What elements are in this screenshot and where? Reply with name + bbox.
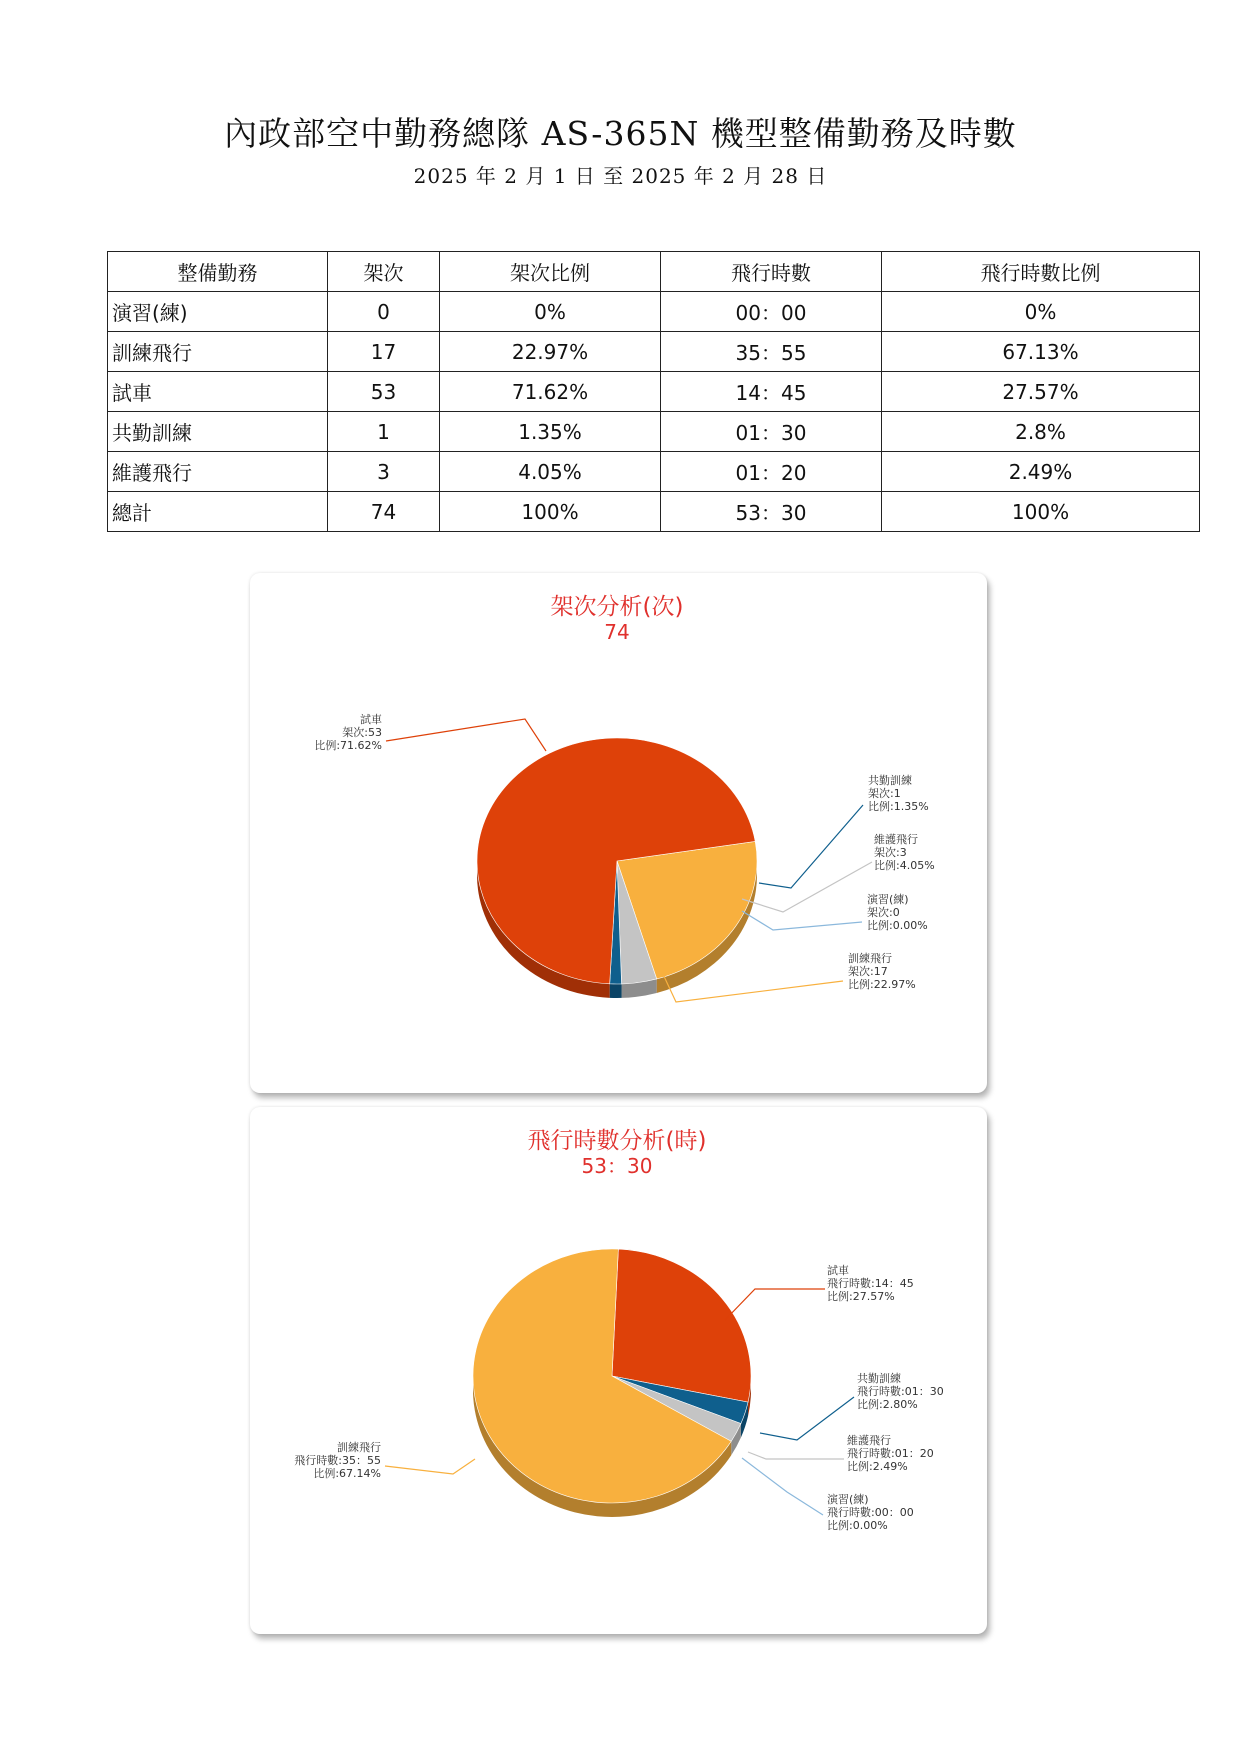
pie-slice bbox=[612, 1249, 751, 1402]
data-label: 維護飛行 bbox=[874, 833, 918, 846]
table-cell: 35：55 bbox=[661, 332, 882, 372]
data-label: 飛行時數:14：45 bbox=[827, 1277, 914, 1290]
page-title: 內政部空中勤務總隊 AS-365N 機型整備勤務及時數 bbox=[224, 114, 1017, 153]
data-label: 比例:2.80% bbox=[857, 1398, 918, 1411]
table-cell: 01：30 bbox=[661, 412, 882, 452]
data-label: 飛行時數:35：55 bbox=[294, 1454, 381, 1467]
data-label: 比例:1.35% bbox=[868, 800, 929, 813]
table-cell: 訓練飛行 bbox=[108, 332, 328, 372]
data-label: 架次:0 bbox=[867, 906, 900, 919]
leader-line bbox=[385, 1459, 475, 1474]
data-label: 比例:2.49% bbox=[847, 1460, 908, 1473]
table-header-row bbox=[108, 252, 1200, 292]
table-cell: 14：45 bbox=[661, 372, 882, 412]
leader-line bbox=[386, 719, 546, 751]
data-label: 飛行時數:01：20 bbox=[847, 1447, 934, 1460]
column-header: 飛行時數比例 bbox=[882, 252, 1200, 292]
leader-line bbox=[725, 1289, 825, 1320]
data-label: 訓練飛行 bbox=[848, 952, 892, 965]
data-label: 訓練飛行 bbox=[337, 1441, 381, 1454]
table-cell: 01：20 bbox=[661, 452, 882, 492]
summary-table bbox=[107, 251, 1200, 532]
data-label: 比例:27.57% bbox=[827, 1290, 895, 1303]
data-label: 演習(練) bbox=[827, 1493, 869, 1506]
data-label: 架次:53 bbox=[342, 726, 382, 739]
leader-line bbox=[742, 911, 862, 930]
data-label: 飛行時數:01：30 bbox=[857, 1385, 944, 1398]
data-label: 比例:71.62% bbox=[314, 739, 382, 752]
table-cell: 53：30 bbox=[661, 492, 882, 532]
data-label: 比例:4.05% bbox=[874, 859, 935, 872]
chart-subtitle: 53：30 bbox=[581, 1154, 653, 1178]
table-row-total bbox=[108, 492, 1200, 532]
table-cell: 演習(練) bbox=[108, 292, 328, 332]
table-cell: 27.57% bbox=[882, 372, 1200, 412]
table-cell: 4.05% bbox=[440, 452, 661, 492]
data-label: 演習(練) bbox=[867, 893, 909, 906]
table-cell: 2.49% bbox=[882, 452, 1200, 492]
data-label: 試車 bbox=[360, 713, 382, 726]
table-cell: 維護飛行 bbox=[108, 452, 328, 492]
hours-chart-card bbox=[250, 1107, 987, 1634]
leader-line bbox=[742, 1458, 823, 1515]
table-row bbox=[108, 372, 1200, 412]
table-cell: 1 bbox=[328, 412, 440, 452]
table-cell: 共勤訓練 bbox=[108, 412, 328, 452]
table-cell: 0 bbox=[328, 292, 440, 332]
leader-line bbox=[760, 1397, 854, 1440]
table-row bbox=[108, 412, 1200, 452]
table-row bbox=[108, 292, 1200, 332]
chart-subtitle: 74 bbox=[604, 620, 630, 644]
chart-title: 架次分析(次) bbox=[550, 594, 684, 620]
table-row bbox=[108, 452, 1200, 492]
data-label: 比例:22.97% bbox=[848, 978, 916, 991]
data-label: 維護飛行 bbox=[847, 1434, 891, 1447]
table-cell: 74 bbox=[328, 492, 440, 532]
sorties-chart-card bbox=[250, 573, 987, 1093]
data-label: 共勤訓練 bbox=[868, 774, 912, 787]
table-cell: 17 bbox=[328, 332, 440, 372]
data-label: 架次:1 bbox=[868, 787, 901, 800]
table-cell: 71.62% bbox=[440, 372, 661, 412]
chart-title: 飛行時數分析(時) bbox=[527, 1128, 707, 1154]
data-label: 飛行時數:00：00 bbox=[827, 1506, 914, 1519]
date-range: 2025 年 2 月 1 日 至 2025 年 2 月 28 日 bbox=[413, 164, 828, 188]
data-label: 共勤訓練 bbox=[857, 1372, 901, 1385]
table-cell: 3 bbox=[328, 452, 440, 492]
data-label: 架次:17 bbox=[848, 965, 888, 978]
data-label: 比例:0.00% bbox=[867, 919, 928, 932]
column-header: 架次 bbox=[328, 252, 440, 292]
data-label: 試車 bbox=[827, 1264, 849, 1277]
table-cell: 100% bbox=[882, 492, 1200, 532]
table-cell: 1.35% bbox=[440, 412, 661, 452]
data-label: 架次:3 bbox=[874, 846, 907, 859]
column-header: 架次比例 bbox=[440, 252, 661, 292]
data-label: 比例:0.00% bbox=[827, 1519, 888, 1532]
column-header: 整備勤務 bbox=[108, 252, 328, 292]
sorties-pie-chart bbox=[250, 573, 987, 1093]
table-cell: 53 bbox=[328, 372, 440, 412]
table-cell: 0% bbox=[882, 292, 1200, 332]
data-label: 比例:67.14% bbox=[313, 1467, 381, 1480]
hours-pie-chart bbox=[250, 1107, 987, 1634]
table-cell: 試車 bbox=[108, 372, 328, 412]
pie-slice-side bbox=[610, 984, 622, 998]
table-cell: 100% bbox=[440, 492, 661, 532]
table-cell: 2.8% bbox=[882, 412, 1200, 452]
column-header: 飛行時數 bbox=[661, 252, 882, 292]
table-cell: 總計 bbox=[108, 492, 328, 532]
table-row bbox=[108, 332, 1200, 372]
table-cell: 0% bbox=[440, 292, 661, 332]
table-cell: 00：00 bbox=[661, 292, 882, 332]
table-cell: 22.97% bbox=[440, 332, 661, 372]
leader-line bbox=[748, 1452, 844, 1459]
table-cell: 67.13% bbox=[882, 332, 1200, 372]
